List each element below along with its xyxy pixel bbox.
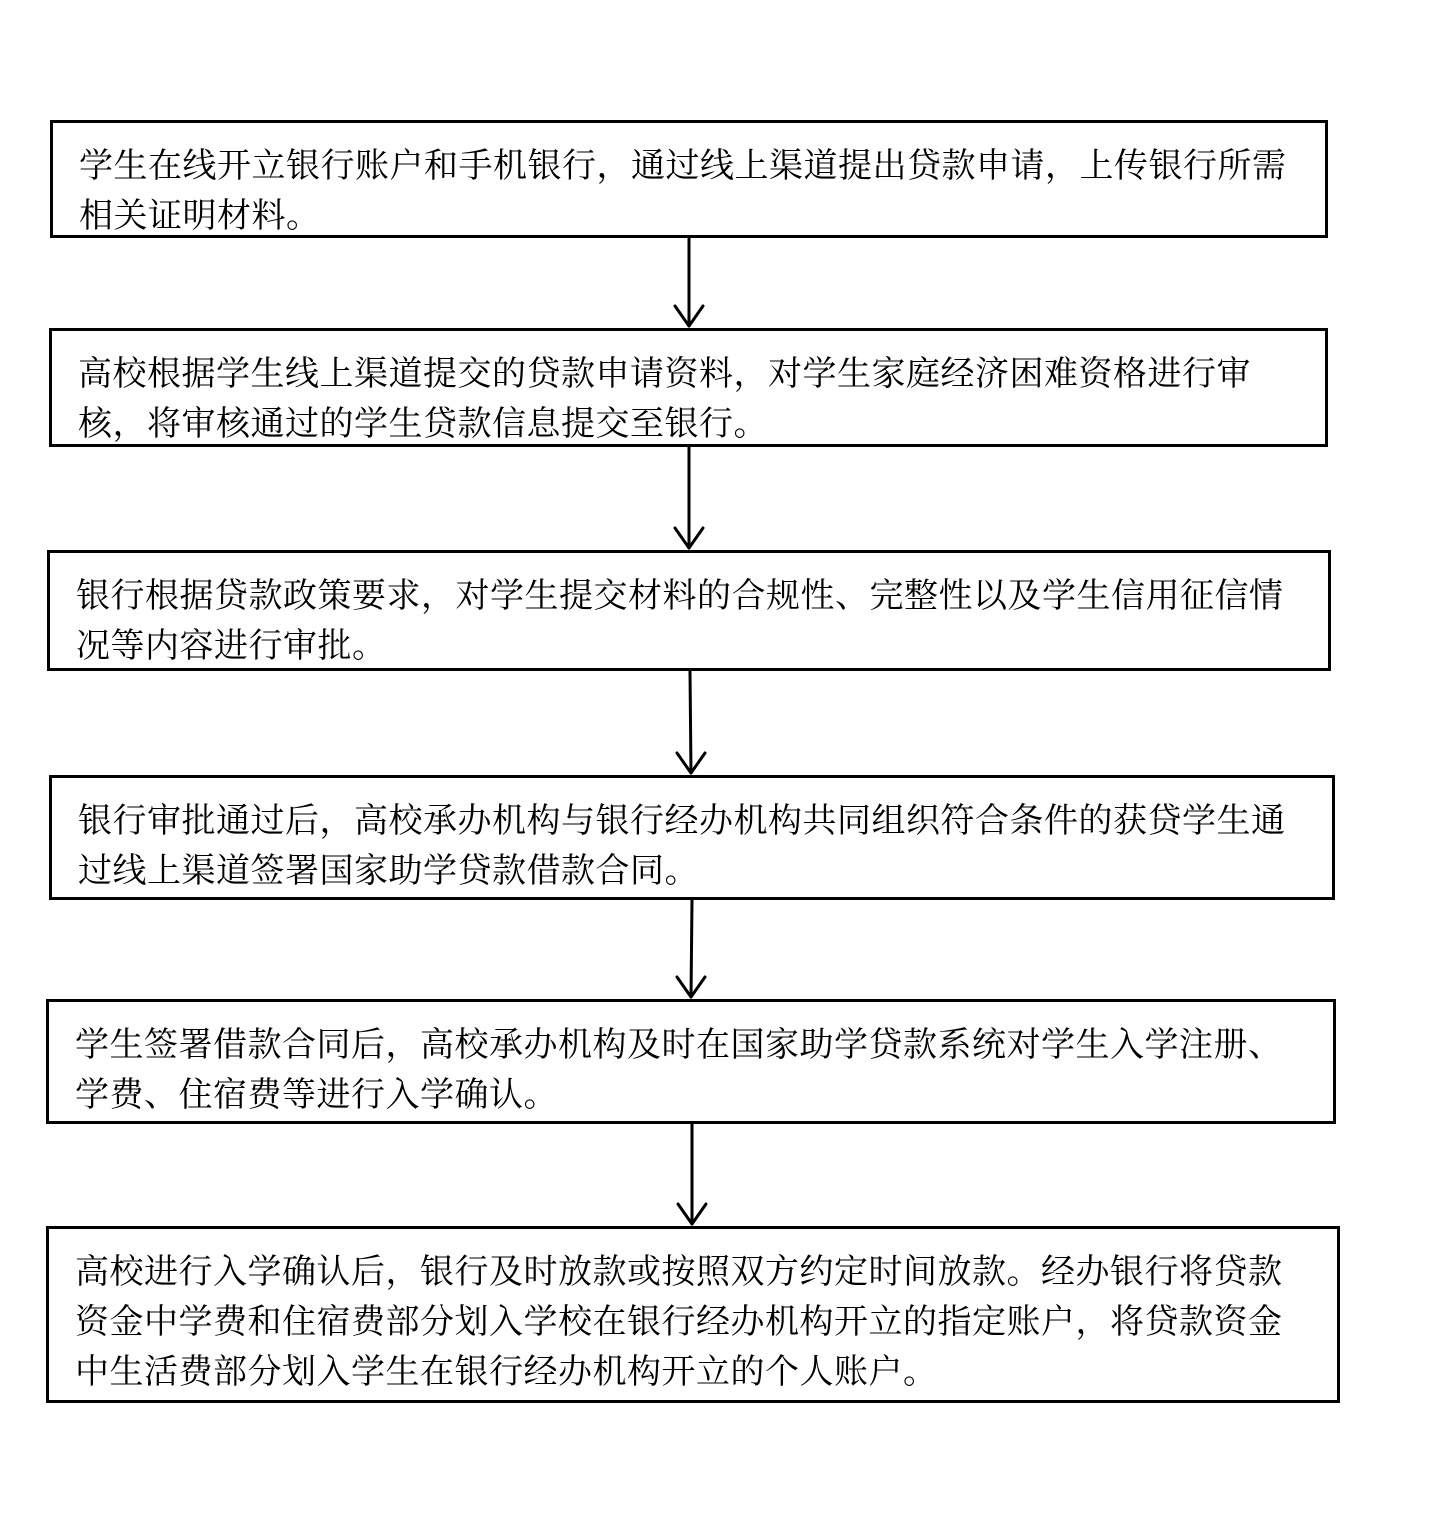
step-4-text: 银行审批通过后，高校承办机构与银行经办机构共同组织符合条件的获贷学生通过线上渠道签署国家助学贷款借款合同。 — [78, 801, 1286, 891]
step-3-text: 银行根据贷款政策要求，对学生提交材料的合规性、完整性以及学生信用征信情况等内容进行审批。 — [76, 576, 1284, 666]
step-1-text: 学生在线开立银行账户和手机银行，通过线上渠道提出贷款申请，上传银行所需相关证明材料。 — [79, 146, 1287, 236]
step-6-text: 高校进行入学确认后，银行及时放款或按照双方约定时间放款。经办银行将贷款资金中学费和住宿费部分划入学校在银行经办机构开立的指定账户，将贷款资金中生活费部分划入学生在银行经办机构开立的个人账户。 — [75, 1252, 1283, 1392]
arrow-step4-to-step5 — [677, 900, 705, 997]
arrow-step5-to-step6 — [678, 1124, 706, 1224]
arrow-step1-to-step2 — [675, 238, 703, 326]
arrow-step3-to-step4 — [677, 671, 705, 773]
step-2-text: 高校根据学生线上渠道提交的贷款申请资料，对学生家庭经济困难资格进行审核，将审核通过的学生贷款信息提交至银行。 — [78, 354, 1251, 444]
step-5-text: 学生签署借款合同后，高校承办机构及时在国家助学贷款系统对学生入学注册、学费、住宿费等进行入学确认。 — [75, 1025, 1283, 1115]
arrow-step2-to-step3 — [675, 447, 703, 548]
